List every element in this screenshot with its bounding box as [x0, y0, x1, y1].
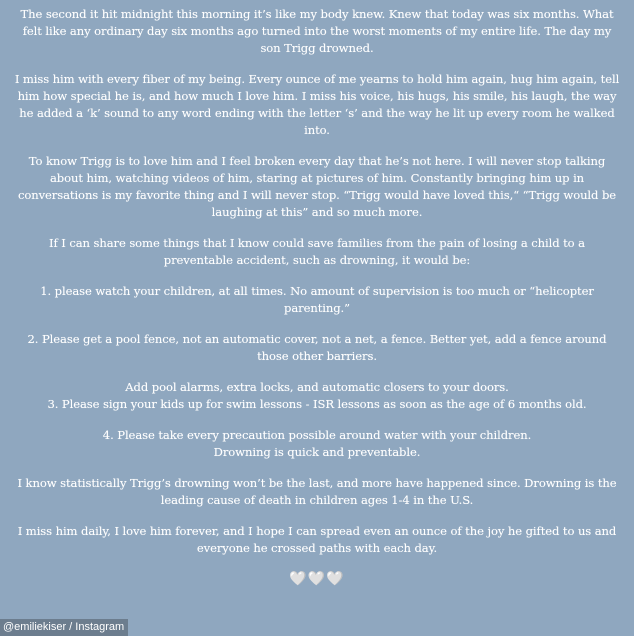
paragraph-miss-him: I miss him with every fiber of my being. Every ounce of me yearns to hold him again, hug him again, tell him how special he is, and how much I love him. I miss his voice, his hugs, his smile, his laugh, the way he added a ‘k’ sound to any word ending with the letter ‘s’ and the way he lit up every room he walked into. — [14, 72, 620, 137]
paragraph-share-intro: If I can share some things that I know could save families from the pain of losing a child to a preventable accident, such as drowning, it would be: — [49, 236, 585, 267]
tip-drowning-quick: Drowning is quick and preventable. — [213, 445, 421, 459]
story-text-block — [14, 6, 620, 588]
paragraph-statistics: I know statistically Trigg’s drowning won’t be the last, and more have happened since. Drowning is the leading cause of death in children ages 1-4 in the U.S. — [17, 476, 617, 507]
tip-pool-alarms: Add pool alarms, extra locks, and automatic closers to your doors. — [125, 380, 509, 394]
tip-pool-fence: 2. Please get a pool fence, not an automatic cover, not a net, a fence. Better yet, add a fence around those other barriers. — [27, 332, 607, 363]
white-hearts-icon: 🤍🤍🤍 — [289, 571, 345, 587]
photo-credit-label: @emiliekiser / Instagram — [0, 619, 128, 636]
tip-watch-children: 1. please watch your children, at all times. No amount of supervision is too much or “helicopter parenting.” — [40, 284, 594, 315]
paragraph-midnight: The second it hit midnight this morning it’s like my body knew. Knew that today was six months. What felt like any ordinary day six months ago turned into the worst moments of my entire life. The day my son Trigg drowned. — [20, 7, 614, 55]
paragraph-know-trigg: To know Trigg is to love him and I feel broken every day that he’s not here. I will never stop talking about him, watching videos of him, staring at pictures of him. Constantly bringing him up in conversations is my favorite thing and I will never stop. “Trigg would have loved this,“ “Trigg would be laughing at this” and so much more. — [17, 154, 617, 219]
tip-precaution: 4. Please take every precaution possible around water with your children. — [102, 428, 532, 442]
tip-swim-lessons: 3. Please sign your kids up for swim lessons - ISR lessons as soon as the age of 6 months old. — [47, 397, 587, 411]
paragraph-closing: I miss him daily, I love him forever, and I hope I can spread even an ounce of the joy he gifted to us and everyone he crossed paths with each day. — [17, 524, 617, 555]
